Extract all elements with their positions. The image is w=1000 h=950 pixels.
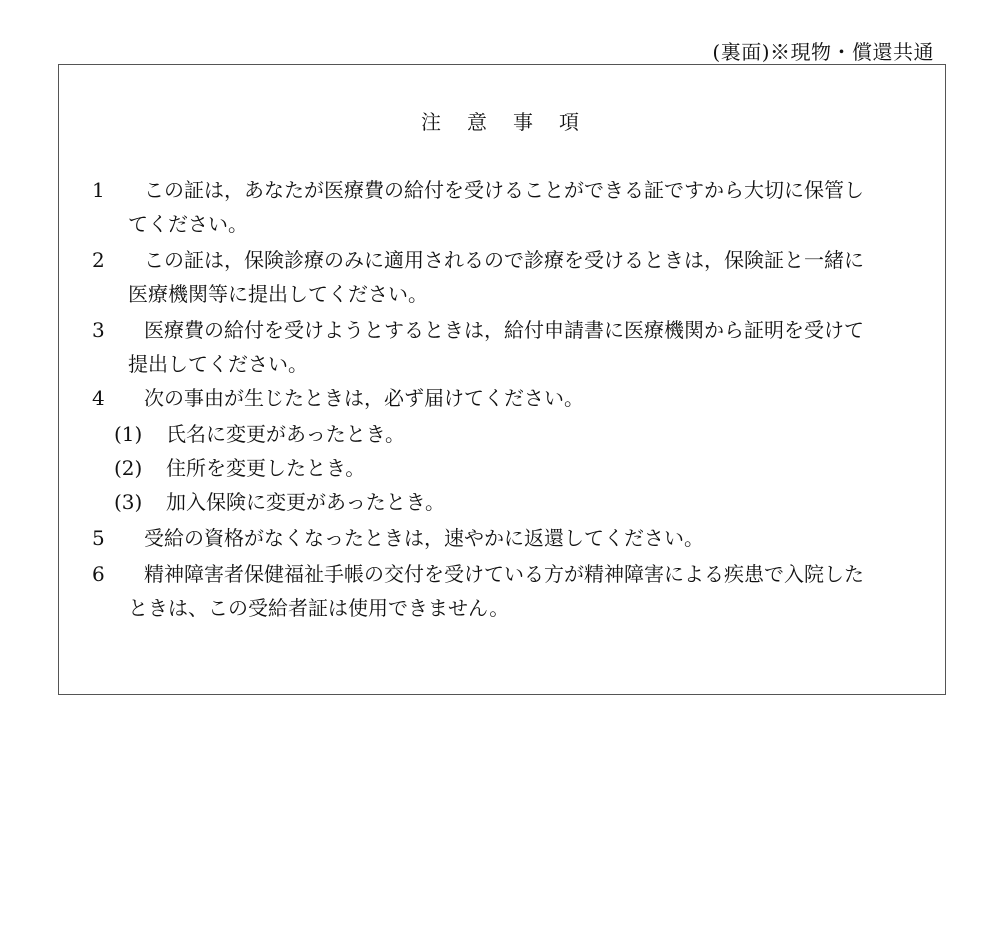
subitem-text: 氏名に変更があったとき。 <box>166 422 405 446</box>
notice-item-1 <box>92 178 864 202</box>
item-text: この証は，あなたが医療費の給付を受けることができる証ですから大切に保管し <box>144 178 864 202</box>
subitem-number: (2) <box>114 456 143 480</box>
notice-item-2 <box>92 248 864 272</box>
item-text: 受給の資格がなくなったときは，速やかに返還してください。 <box>144 526 704 550</box>
item-text: この証は，保険診療のみに適用されるので診療を受けるときは，保険証と一緒に <box>144 248 864 272</box>
item-continuation: てください。 <box>128 212 248 236</box>
item-number: 1 <box>92 178 105 202</box>
subitem-number: (1) <box>114 422 143 446</box>
notice-title: 注意事項 <box>421 110 605 134</box>
notice-item-5 <box>92 526 704 550</box>
notice-subitem-3 <box>114 490 445 514</box>
item-text: 医療費の給付を受けようとするときは，給付申請書に医療機関から証明を受けて <box>144 318 864 342</box>
item-continuation: 医療機関等に提出してください。 <box>128 282 428 306</box>
item-number: 6 <box>92 562 105 586</box>
notice-subitem-1 <box>114 422 405 446</box>
notice-subitem-2 <box>114 456 365 480</box>
item-number: 3 <box>92 318 105 342</box>
subitem-number: (3) <box>114 490 143 514</box>
subitem-text: 住所を変更したとき。 <box>166 456 366 480</box>
subitem-text: 加入保険に変更があったとき。 <box>166 490 445 514</box>
item-continuation: 提出してください。 <box>128 352 308 376</box>
item-continuation: ときは、この受給者証は使用できません。 <box>128 596 510 620</box>
item-text: 精神障害者保健福祉手帳の交付を受けている方が精神障害による疾患で入院した <box>144 562 864 586</box>
item-number: 2 <box>92 248 105 272</box>
item-number: 5 <box>92 526 105 550</box>
item-number: 4 <box>92 386 105 410</box>
notice-item-3 <box>92 318 864 342</box>
header-note: (裏面)※現物・償還共通 <box>712 40 934 64</box>
notice-item-4 <box>92 386 584 410</box>
item-text: 次の事由が生じたときは，必ず届けてください。 <box>144 386 584 410</box>
notice-item-6 <box>92 562 864 586</box>
